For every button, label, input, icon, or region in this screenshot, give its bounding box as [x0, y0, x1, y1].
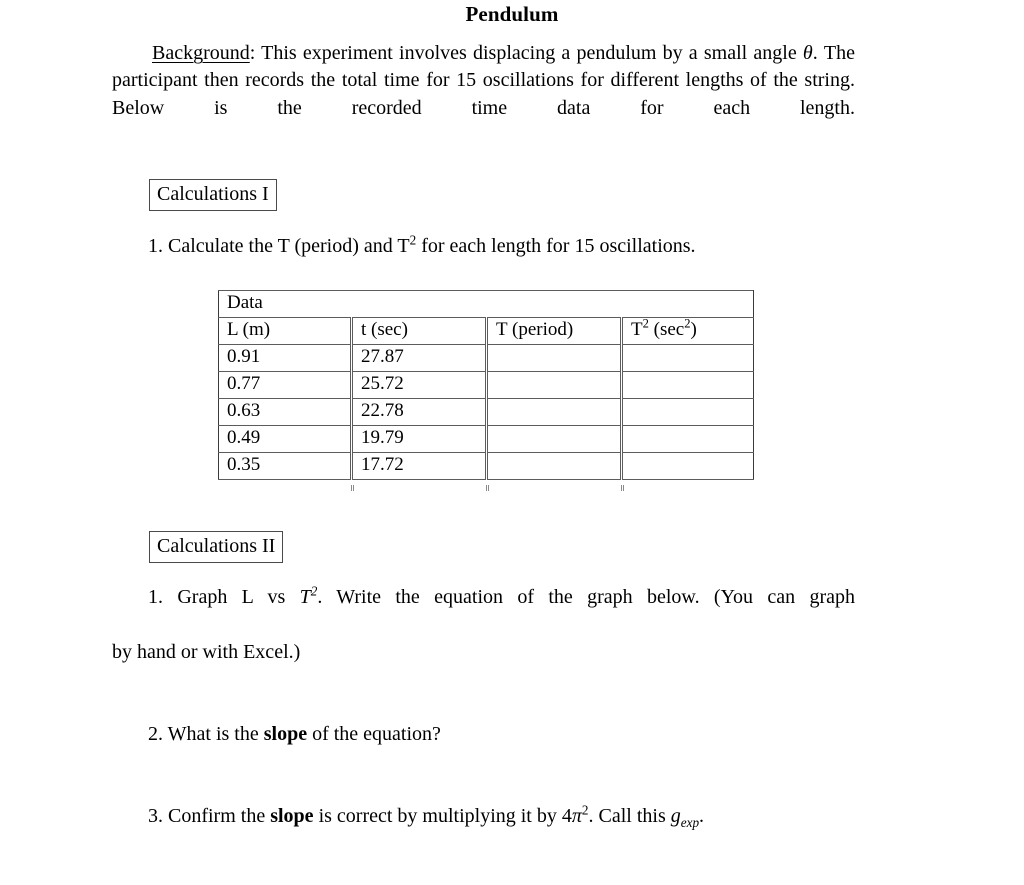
section-heading-calculations-i: Calculations I — [149, 179, 277, 211]
table-rule-overhang — [621, 485, 624, 491]
cell-length: 0.35 — [219, 453, 352, 480]
cell-period[interactable] — [487, 426, 622, 453]
column-header-period-squared-main: T — [631, 319, 643, 340]
column-header-period-squared — [622, 318, 754, 345]
table-row — [219, 399, 754, 426]
cell-length: 0.91 — [219, 345, 352, 372]
background-paragraph-block — [112, 40, 855, 150]
cell-time: 17.72 — [352, 453, 487, 480]
column-header-time: t (sec) — [352, 318, 487, 345]
calculations-ii-item-2 — [148, 721, 441, 748]
item-text-end: . — [699, 805, 705, 827]
column-header-period-squared-tail-exp: 2 — [684, 316, 691, 331]
theta-symbol: θ — [802, 42, 813, 64]
cell-time: 25.72 — [352, 372, 487, 399]
background-label: Background — [152, 42, 250, 64]
column-header-period: T (period) — [487, 318, 622, 345]
table-row — [219, 453, 754, 480]
calculations-ii-item-3 — [148, 803, 704, 830]
table-rule-overhang — [486, 485, 489, 491]
background-paragraph — [112, 40, 855, 150]
item-text-after: for each length for 15 oscillations. — [416, 235, 696, 257]
background-label-colon: : — [249, 42, 256, 64]
data-table — [218, 290, 754, 480]
background-text-part2: . The participant then records the total time for 15 oscillations for different lengths of the string. Below is the recorded time data for each length. — [112, 42, 855, 119]
item-1-line-2: by hand or with Excel.) — [112, 640, 301, 663]
cell-period-sq[interactable] — [622, 345, 754, 372]
cell-period[interactable] — [487, 372, 622, 399]
table-row — [219, 426, 754, 453]
item-text-before: Graph L vs — [163, 586, 300, 608]
item-number: 3. — [148, 805, 163, 827]
table-rule-overhang — [351, 485, 354, 491]
column-header-period-squared-tail: (sec — [648, 319, 685, 340]
cell-period-sq[interactable] — [622, 399, 754, 426]
cell-period-sq[interactable] — [622, 426, 754, 453]
cell-period-sq[interactable] — [622, 453, 754, 480]
item-text-after: of the equation? — [307, 723, 441, 745]
cell-period[interactable] — [487, 399, 622, 426]
math-variable-t-exponent: 2 — [310, 583, 318, 599]
cell-time: 27.87 — [352, 345, 487, 372]
table-row — [219, 345, 754, 372]
table-row — [219, 372, 754, 399]
cell-period[interactable] — [487, 345, 622, 372]
g-subscript-exp: exp — [680, 815, 700, 830]
bold-term-slope: slope — [263, 723, 308, 745]
cell-time: 19.79 — [352, 426, 487, 453]
data-table-container — [218, 290, 754, 480]
item-number: 1. — [148, 235, 163, 257]
cell-length: 0.63 — [219, 399, 352, 426]
item-1-line-1 — [112, 584, 855, 639]
column-header-period-squared-exp: 2 — [642, 316, 649, 331]
math-variable-t: T — [299, 586, 311, 608]
cell-time: 22.78 — [352, 399, 487, 426]
page-title: Pendulum — [465, 2, 559, 26]
cell-length: 0.49 — [219, 426, 352, 453]
table-caption: Data — [219, 291, 754, 318]
calculations-ii-item-1 — [112, 584, 855, 666]
item-text-after: . Call this — [588, 805, 671, 827]
table-caption-row — [219, 291, 754, 318]
item-number: 1. — [148, 586, 163, 608]
item-text-after: . Write the equation of the graph below. (You can graph — [317, 586, 855, 608]
item-text-before: Confirm the — [163, 805, 271, 827]
calculations-i-item-1 — [148, 233, 696, 260]
item-text-before: What is the — [163, 723, 264, 745]
column-header-length: L (m) — [219, 318, 352, 345]
column-header-period-squared-tail-end: ) — [690, 319, 697, 340]
pi-symbol: π — [571, 805, 582, 827]
item-text-before: Calculate the T (period) and T — [163, 235, 410, 257]
bold-term-slope: slope — [270, 805, 314, 827]
table-header-row — [219, 318, 754, 345]
cell-period[interactable] — [487, 453, 622, 480]
g-symbol: g — [670, 805, 681, 827]
pi-exponent: 2 — [581, 802, 589, 818]
t-squared-exponent: 2 — [409, 232, 417, 248]
background-text-part1: This experiment involves displacing a pendulum by a small angle — [255, 42, 803, 64]
section-heading-calculations-ii: Calculations II — [149, 531, 283, 563]
cell-length: 0.77 — [219, 372, 352, 399]
item-number: 2. — [148, 723, 163, 745]
item-text-mid: is correct by multiplying it by 4 — [313, 805, 572, 827]
cell-period-sq[interactable] — [622, 372, 754, 399]
